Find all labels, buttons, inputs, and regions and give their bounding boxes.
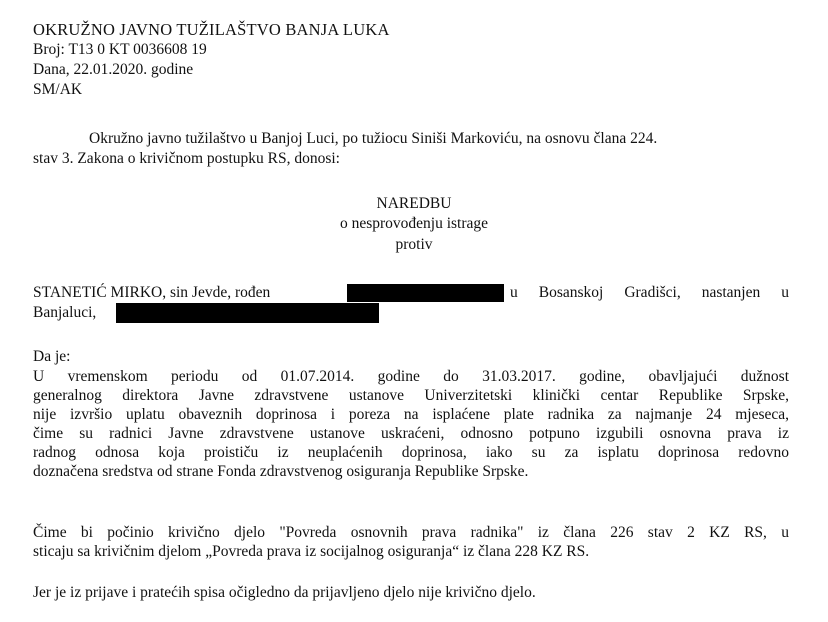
redaction-box-address	[116, 303, 379, 323]
intro-line-1: Okružno javno tužilaštvo u Banjoj Luci, po tužiocu Siniši Markoviću, na osnovu člana 224.	[89, 130, 658, 147]
paragraph-1-line: nije izvršio uplatu obaveznih doprinosa i poreza na isplaćene plate radnika za najmanje 24 mjeseca,	[33, 406, 789, 423]
paragraph-2-line-last: sticaju sa krivičnim djelom „Povreda prava iz socijalnog osiguranja“ iz člana 228 KZ RS.	[33, 543, 590, 560]
paragraph-2-line: Čime bi počinio krivično djelo "Povreda osnovnih prava radnika" iz člana 226 stav 2 KZ RS, u	[33, 524, 789, 541]
intro-line-2: stav 3. Zakona o krivičnom postupku RS, donosi:	[33, 150, 340, 167]
initials: SM/AK	[33, 81, 83, 98]
da-je-label: Da je:	[33, 348, 71, 365]
paragraph-3: Jer je iz prijave i pratećih spisa očigledno da prijavljeno djelo nije krivično djelo.	[33, 584, 536, 601]
suspect-line-1-end: u Bosanskoj Gradišci, nastanjen u	[510, 284, 789, 301]
paragraph-1-line: čime su radnici Javne zdravstvene ustanove uskraćeni, odnosno potpuno izgubili osnovna prava iz	[33, 425, 789, 442]
paragraph-1-line: radnog odnosa koja proističu iz neuplaćenih doprinosa, iako su za isplatu doprinosa redovno	[33, 444, 789, 461]
redaction-box-birth	[347, 284, 504, 302]
order-title: NAREDBU	[376, 195, 452, 212]
order-against: protiv	[395, 236, 433, 253]
suspect-line-2-start: Banjaluci,	[33, 304, 97, 321]
office-name: OKRUŽNO JAVNO TUŽILAŠTVO BANJA LUKA	[33, 20, 390, 39]
paragraph-1-line-last: doznačena sredstva od strane Fonda zdravstvenog osiguranja Republike Srpske.	[33, 463, 529, 480]
paragraph-1-line: generalnog direktora Javne zdravstvene ustanove Univerzitetski klinički centar Republike Srpske,	[33, 387, 789, 404]
paragraph-1-line: U vremenskom periodu od 01.07.2014. godine do 31.03.2017. godine, obavljajući dužnost	[33, 368, 789, 385]
document-date: Dana, 22.01.2020. godine	[33, 61, 194, 78]
suspect-line-1-start: STANETIĆ MIRKO, sin Jevde, rođen	[33, 284, 271, 301]
order-subtitle: o nesprovođenju istrage	[339, 215, 489, 232]
case-number: Broj: T13 0 KT 0036608 19	[33, 41, 207, 58]
